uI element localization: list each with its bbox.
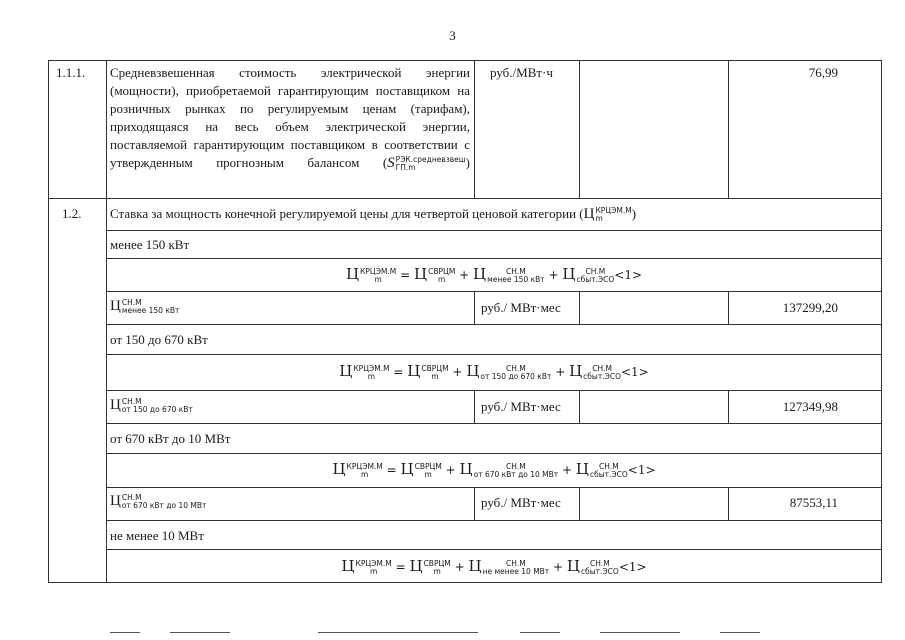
scan-artifact-line [720, 632, 760, 633]
unit-cell: руб./ МВт·мес [481, 300, 561, 315]
unit-cell: руб./ МВт·мес [481, 495, 561, 510]
scan-artifact-line [600, 632, 680, 633]
row-number: 1.2. [62, 206, 82, 221]
description-text: Ставка за мощность конечной регулируемой цены для четвертой ценовой категории ( [110, 206, 584, 221]
formula-line: Ц КРЦЭМ.М m = Ц СВРЦМ m + Ц СН.М менее 150 кВт + Ц СН.М сбыт.ЭСО <1> [345, 265, 643, 284]
row-number: 1.1.1. [56, 65, 86, 80]
scan-artifact-line [110, 632, 140, 633]
formula-symbol: S РЭК.средневзвеш ГП.m [387, 155, 466, 173]
voltage-heading: от 150 до 670 кВт [110, 332, 208, 347]
value-cell: 87553,11 [789, 495, 838, 510]
unit-cell: руб./ МВт·мес [481, 399, 561, 414]
value-cell: 76,99 [808, 65, 838, 80]
parameter-symbol: Ц СН.М от 150 до 670 кВт [110, 397, 193, 415]
description-text: Средневзвешенная стоимость электрической энергии (мощности), приобретаемой гарантирующим поставщиком на розничных рынках по регулируемым ценам (тарифам), приходящаяся на весь объем электрической энергии, поставляемой гарантирующим поставщиком в соответствии с утвержденным прогнозным балансом ( [110, 65, 470, 170]
parameter-symbol: Ц СН.М от 670 кВт до 10 МВт [110, 493, 207, 511]
parameter-symbol: Ц СН.М менее 150 кВт [110, 298, 180, 316]
scan-artifact-line [520, 632, 560, 633]
value-cell: 127349,98 [782, 399, 838, 414]
page-number: 3 [449, 28, 456, 43]
voltage-heading: менее 150 кВт [110, 237, 190, 252]
scan-artifact-line [318, 632, 478, 633]
value-cell: 137299,20 [782, 300, 838, 315]
row-description: Ставка за мощность конечной регулируемой цены для четвертой ценовой категории (Ц КРЦЭМ.М m ) [110, 206, 637, 224]
scan-artifact-line [170, 632, 230, 633]
formula-symbol: Ц КРЦЭМ.М m [583, 206, 632, 224]
formula-line: Ц КРЦЭМ.М m = Ц СВРЦМ m + Ц СН.М не менее 10 МВт + Ц СН.М сбыт.ЭСО <1> [341, 557, 647, 576]
voltage-heading: не менее 10 МВт [110, 528, 204, 543]
formula-line: Ц КРЦЭМ.М m = Ц СВРЦМ m + Ц СН.М от 670 кВт до 10 МВт + Ц СН.М сбыт.ЭСО <1> [332, 460, 656, 479]
formula-line: Ц КРЦЭМ.М m = Ц СВРЦМ m + Ц СН.М от 150 до 670 кВт + Ц СН.М сбыт.ЭСО <1> [339, 362, 649, 381]
row-description: Средневзвешенная стоимость электрической энергии (мощности), приобретаемой гарантирующим поставщиком на розничных рынках по регулируемым ценам (тарифам), приходящаяся на весь объем электрической энергии, поставляемой гарантирующим поставщиком в соответствии с утвержденным прогнозным балансом (S РЭК.средневзвеш ГП.m ) [110, 65, 470, 173]
voltage-heading: от 670 кВт до 10 МВт [110, 431, 231, 446]
unit-cell: руб./МВт·ч [490, 65, 553, 80]
